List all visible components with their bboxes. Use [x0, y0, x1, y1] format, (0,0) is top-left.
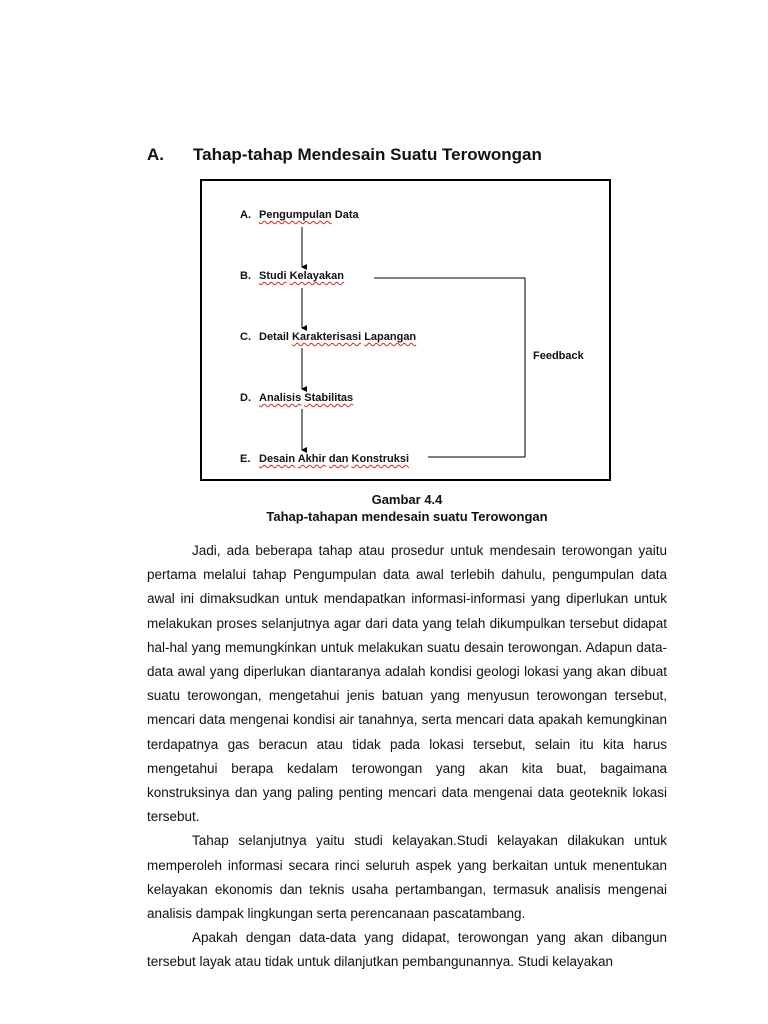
step-e-word-1: Desain — [259, 453, 296, 465]
step-e-word-2: Akhir — [297, 453, 326, 465]
step-a-letter: A. — [240, 209, 251, 221]
step-c-word-3: Lapangan — [364, 331, 417, 343]
feedback-loop-line — [374, 278, 525, 457]
step-e — [240, 453, 409, 465]
feedback-label: Feedback — [533, 350, 584, 362]
step-d-word-1: Analisis — [259, 392, 302, 404]
section-title: Tahap-tahap Mendesain Suatu Terowongan — [193, 145, 542, 164]
figure-caption-text: Tahap-tahapan mendesain suatu Terowongan — [266, 509, 548, 524]
step-e-word-3: dan — [328, 453, 349, 465]
step-b — [240, 270, 344, 282]
section-number: A. — [147, 145, 164, 164]
step-a — [240, 209, 359, 221]
step-c-word-2: Karakterisasi — [292, 331, 362, 343]
paragraph-3: Apakah dengan data-data yang didapat, terowongan yang akan dibangun tersebut layak atau tidak untuk dilanjutkan pembangunannya. Studi kelayakan — [147, 930, 667, 970]
step-d-word-2: Stabilitas — [304, 392, 354, 404]
step-a-word-1: Pengumpulan — [259, 209, 332, 221]
step-e-word-4: Konstruksi — [351, 453, 410, 465]
step-b-word-2: Kelayakan — [289, 270, 344, 282]
step-d-letter: D. — [240, 392, 251, 404]
step-c — [240, 331, 416, 343]
step-e-letter: E. — [240, 453, 251, 465]
step-c-word-1: Detail — [259, 331, 289, 343]
body-text — [147, 539, 667, 975]
step-c-letter: C. — [240, 331, 251, 343]
step-d — [240, 392, 353, 404]
figure-caption-number: Gambar 4.4 — [371, 492, 443, 507]
step-b-letter: B. — [240, 270, 251, 282]
section-heading — [147, 145, 542, 165]
step-b-word-1: Studi — [259, 270, 287, 282]
paragraph-1: Jadi, ada beberapa tahap atau prosedur untuk mendesain terowongan yaitu pertama melalui tahap Pengumpulan data awal terlebih dahulu, pengumpulan data awal ini dimaksudkan untuk mendapatkan informasi-informasi yang diperlukan untuk melakukan proses selanjutnya agar dari data yang telah dikumpulkan tersebut didapat hal-hal yang memungkinkan untuk melakukan suatu desain terowongan. Adapun data-data awal yang diperlukan diantaranya adalah kondisi geologi lokasi yang akan dibuat suatu terowongan, mengetahui jenis batuan yang menyusun terowongan tersebut, mencari data mengenai kondisi air tanahnya, serta mencari data apakah kemungkinan terdapatnya gas beracun atau tidak pada lokasi tersebut, selain itu kita harus mengetahui berapa kedalam terowongan yang akan kita buat, bagaimana konstruksinya dan yang paling penting mencari data mengenai data geoteknik lokasi tersebut. — [147, 543, 667, 825]
paragraph-2: Tahap selanjutnya yaitu studi kelayakan.Studi kelayakan dilakukan untuk memperoleh informasi secara rinci seluruh aspek yang berkaitan untuk menentukan kelayakan ekonomis dan teknis usaha pertambangan, termasuk analisis mengenai analisis dampak lingkungan serta perencanaan pascatambang. — [147, 833, 667, 922]
flowchart-figure — [200, 179, 611, 481]
step-a-word-2: Data — [334, 209, 359, 221]
